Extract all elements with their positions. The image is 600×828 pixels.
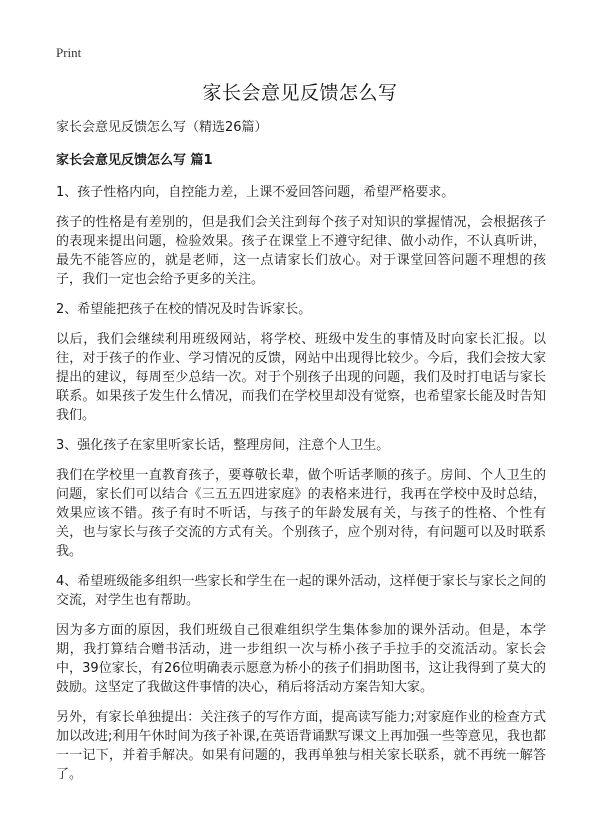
article-subtitle: 家长会意见反馈怎么写（精选26篇） xyxy=(56,120,268,135)
point-1-heading: 1、孩子性格内向，自控能力差，上课不爱回答问题，希望严格要求。 xyxy=(56,185,455,200)
point-3-response: 我们在学校里一直教育孩子，要尊敬长辈，做个听话孝顺的孩子。房间、个人卫生的问题，家长们可以结合《三五五四进家庭》的表格来进行，我再在学校中及时总结，效果应该不错。孩子有时不听话，与孩子的年龄发展有关，与孩子的性格、个性有关，也与家长与孩子交流的方式有关。个别孩子，应个别对待，有问题可以及时联系我。 xyxy=(56,468,546,559)
additional-feedback: 另外，有家长单独提出：关注孩子的写作方面，提高读写能力;对家庭作业的检查方式加以改进;利用午休时间为孩子补课,在英语背诵默写课文上再加强一些等意见，我也都一一记下，并着手解决。如果有问题的，我再单独与相关家长联系，就不再统一解答了。 xyxy=(56,710,546,782)
point-4-heading: 4、希望班级能多组织一些家长和学生在一起的课外活动，这样便于家长与家长之间的交流，对学生也有帮助。 xyxy=(56,574,546,608)
print-link[interactable]: Print xyxy=(56,45,82,60)
point-2-response: 以后，我们会继续利用班级网站，将学校、班级中发生的事情及时向家长汇报。以往，对于孩子的作业、学习情况的反馈，网站中出现得比较少。今后，我们会按大家提出的建议，每周至少总结一次。对于个别孩子出现的问题，我们及时打电话与家长联系。如果孩子发生什么情况，而我们在学校里却没有觉察，也希望家长能及时告知我们。 xyxy=(56,332,546,423)
page-title: 家长会意见反馈怎么写 xyxy=(202,82,398,104)
article-body xyxy=(56,118,546,795)
point-3-heading: 3、强化孩子在家里听家长话，整理房间，注意个人卫生。 xyxy=(56,438,390,453)
section-heading: 家长会意见反馈怎么写 篇1 xyxy=(56,153,213,168)
point-2-heading: 2、希望能把孩子在校的情况及时告诉家长。 xyxy=(56,302,312,317)
point-1-response: 孩子的性格是有差别的，但是我们会关注到每个孩子对知识的掌握情况，会根据孩子的表现来提出问题，检验效果。孩子在课堂上不遵守纪律、做小动作，不认真听讲，最先不能答应的，就是老师，这一点请家长们放心。对于课堂回答问题不理想的孩子，我们一定也会给予更多的关注。 xyxy=(56,215,546,287)
point-4-response: 因为多方面的原因，我们班级自己很难组织学生集体参加的课外活动。但是，本学期，我打算结合赠书活动，进一步组织一次与桥小孩子手拉手的交流活动。家长会中，39位家长，有26位明确表示愿意为桥小的孩子们捐助图书，这让我得到了莫大的鼓励。这坚定了我做这件事情的决心，稍后将活动方案告知大家。 xyxy=(56,623,546,695)
